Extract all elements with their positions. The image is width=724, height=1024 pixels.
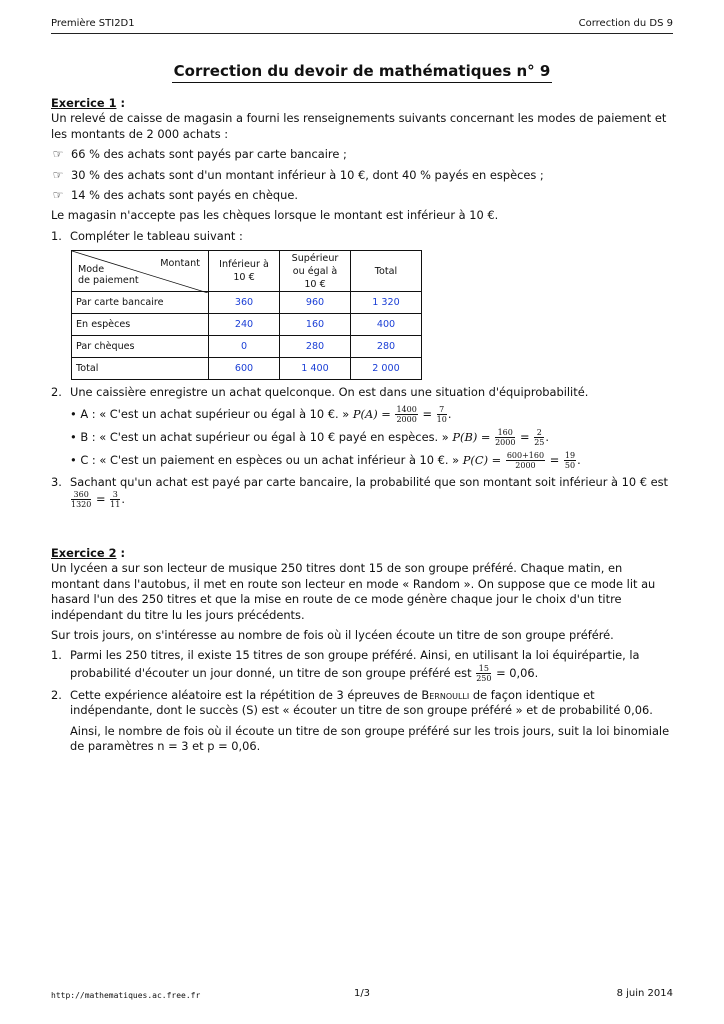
table-row: Par chèques 0 280 280 bbox=[72, 336, 422, 358]
question-2: 2. Une caissière enregistre un achat quelconque. On est dans une situation d'équiprobabilité. bbox=[51, 385, 589, 400]
exercise-1 bbox=[51, 96, 673, 509]
footer-page-number: 1/3 bbox=[353, 988, 371, 999]
question-2: 2. Cette expérience aléatoire est la répétition de 3 épreuves de Bernoulli de façon identique et indépendante, dont le succès (S) est « écouter un titre de son groupe préféré » et de probabilité 0,06. bbox=[51, 687, 653, 718]
table-row: Par carte bancaire 360 960 1 320 bbox=[72, 292, 422, 314]
table-header: Supérieur ou égal à 10 € bbox=[280, 251, 351, 292]
table-row: En espèces 240 160 400 bbox=[72, 314, 422, 336]
table-header: Inférieur à 10 € bbox=[209, 251, 280, 292]
exercise-2-intro-2: Sur trois jours, on s'intéresse au nombre de fois où il lycéen écoute un titre de son groupe préféré. bbox=[51, 628, 614, 643]
bullet-item: ☞ 30 % des achats sont d'un montant inférieur à 10 €, dont 40 % payés en espèces ; bbox=[52, 167, 544, 182]
table-header: Total bbox=[351, 251, 422, 292]
event-a: • A : « C'est un achat supérieur ou égal à 10 €. » P(A) = $\frac{1400}{2000}$ = $\frac{7}{10}$ . bbox=[70, 404, 452, 424]
bullet-item: ☞ 14 % des achats sont payés en chèque. bbox=[52, 188, 298, 203]
pointing-hand-icon: ☞ bbox=[52, 188, 64, 203]
pointing-hand-icon: ☞ bbox=[52, 147, 64, 162]
page-title: Correction du devoir de mathématiques n° 9 bbox=[0, 62, 724, 80]
exercise-2 bbox=[51, 546, 673, 754]
exercise-1-note: Le magasin n'accepte pas les chèques lorsque le montant est inférieur à 10 €. bbox=[51, 208, 499, 223]
exercise-1-heading: Exercice 1 : bbox=[51, 96, 126, 110]
exercise-2-intro: Un lycéen a sur son lecteur de musique 250 titres dont 15 de son groupe préféré. Chaque matin, en montant dans l'autobus, il met en route son lecteur en mode « Random ». On suppose que ce mode lit au hasard l'un des 250 titres et que la mise en route de ce mode génère chaque jour le choix d'un titre indépendant du titre lu les jours précédents. bbox=[51, 561, 656, 622]
question-3: 3. Sachant qu'un achat est payé par carte bancaire, la probabilité que son montant soit inférieur à 10 € est $\frac{360}{1320}$ = $\frac{3}{11}$ . bbox=[51, 474, 669, 510]
bullet-item: ☞ 66 % des achats sont payés par carte bancaire ; bbox=[52, 147, 347, 162]
binomial-conclusion: Ainsi, le nombre de fois où il écoute un titre de son groupe préféré sur les trois jours, suit la loi binomiale de paramètres n = 3 et p = 0,06. bbox=[70, 723, 670, 754]
payment-table bbox=[71, 250, 422, 380]
header-right: Correction du DS 9 bbox=[578, 18, 673, 29]
footer-url: http://mathematiques.ac.free.fr bbox=[51, 991, 201, 1000]
header-rule bbox=[51, 33, 673, 34]
exercise-2-heading: Exercice 2 : bbox=[51, 546, 126, 560]
exercise-1-intro: Un relevé de caisse de magasin a fourni les renseignements suivants concernant les modes de paiement et les montants de 2 000 achats : bbox=[51, 111, 667, 141]
header-left: Première STI2D1 bbox=[51, 18, 135, 29]
event-c: • C : « C'est un paiement en espèces ou un achat inférieur à 10 €. » P(C) = $\frac{600+160}{2000}$ = $\frac{19}{50}$ . bbox=[70, 450, 581, 470]
footer-date: 8 juin 2014 bbox=[616, 988, 673, 999]
table-corner-cell: Montant Mode de paiement bbox=[72, 251, 209, 292]
question-1: 1. Compléter le tableau suivant : bbox=[51, 228, 243, 243]
table-row: Total 600 1 400 2 000 bbox=[72, 358, 422, 380]
question-1: 1. Parmi les 250 titres, il existe 15 titres de son groupe préféré. Ainsi, en utilisant la loi équirépartie, la probabilité d'écouter un jour donné, un titre de son groupe préféré est $\frac{15}{250}$ = 0,06. bbox=[51, 648, 640, 683]
pointing-hand-icon: ☞ bbox=[52, 167, 64, 182]
event-b: • B : « C'est un achat supérieur ou égal à 10 € payé en espèces. » P(B) = $\frac{160}{2000}$ = $\frac{2}{25}$ . bbox=[70, 427, 550, 447]
